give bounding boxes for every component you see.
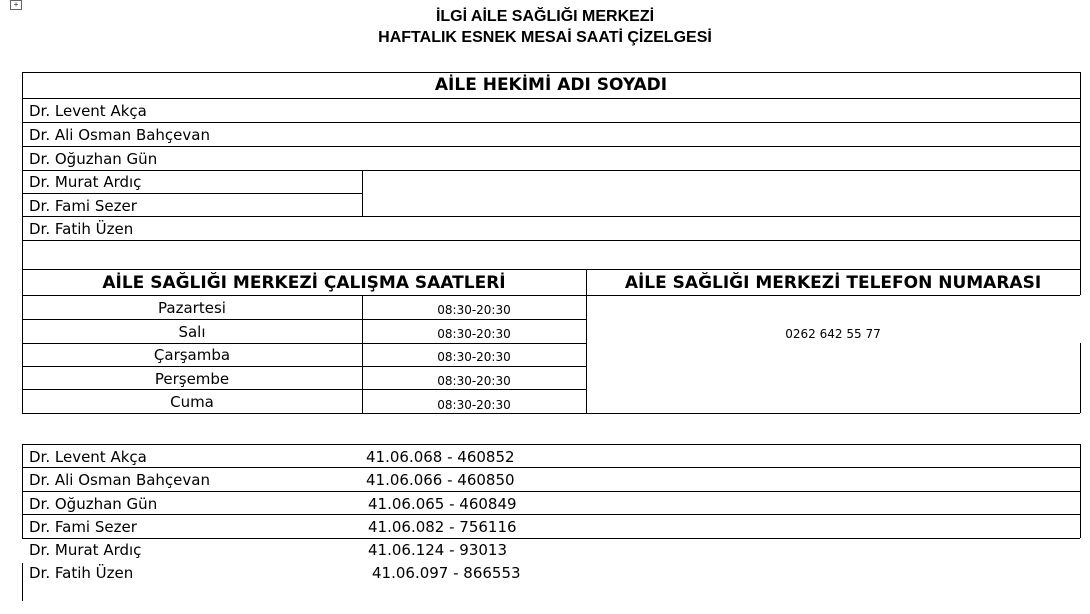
doctor-name-cell: Dr. Fatih Üzen <box>29 220 134 238</box>
weekday-cell: Çarşamba <box>153 346 231 364</box>
doctor-name-cell: Dr. Oğuzhan Gün <box>29 150 158 168</box>
hours-cell: 08:30-20:30 <box>437 327 511 341</box>
doctor-name-cell: Dr. Fami Sezer <box>29 518 137 536</box>
hours-cell: 08:30-20:30 <box>437 350 511 364</box>
doctor-name-cell: Dr. Levent Akça <box>29 448 147 466</box>
doctor-code-cell: 41.06.068 - 460852 <box>366 448 515 466</box>
weekday-cell: Salı <box>178 323 206 341</box>
doctor-name-cell: Dr. Murat Ardıç <box>29 541 142 559</box>
weekday-cell: Cuma <box>170 393 214 411</box>
hours-cell: 08:30-20:30 <box>437 374 511 388</box>
doctor-name-cell: Dr. Ali Osman Bahçevan <box>29 126 210 144</box>
hours-header: AİLE SAĞLIĞI MERKEZİ ÇALIŞMA SAATLERİ <box>102 273 506 293</box>
doctor-name-cell: Dr. Murat Ardıç <box>29 173 142 191</box>
table-move-handle-icon[interactable]: + <box>10 0 22 10</box>
doctor-code-cell: 41.06.124 - 93013 <box>368 541 508 559</box>
document-title: İLGİ AİLE SAĞLIĞI MERKEZİ <box>435 8 655 25</box>
phone-header: AİLE SAĞLIĞI MERKEZİ TELEFON NUMARASI <box>624 273 1042 293</box>
doctor-code-cell: 41.06.097 - 866553 <box>372 564 521 582</box>
doctor-name-cell: Dr. Fami Sezer <box>29 197 137 215</box>
doctor-code-cell: 41.06.082 - 756116 <box>368 518 517 536</box>
weekday-cell: Pazartesi <box>158 299 226 317</box>
doctor-code-cell: 41.06.066 - 460850 <box>366 471 515 489</box>
doctor-name-cell: Dr. Fatih Üzen <box>29 564 134 582</box>
document-subtitle: HAFTALIK ESNEK MESAİ SAATİ ÇİZELGESİ <box>378 29 712 46</box>
doctors-table-header: AİLE HEKİMİ ADI SOYADI <box>434 75 668 95</box>
doctor-code-cell: 41.06.065 - 460849 <box>368 495 517 513</box>
doctor-name-cell: Dr. Oğuzhan Gün <box>29 495 158 513</box>
doctor-name-cell: Dr. Ali Osman Bahçevan <box>29 471 210 489</box>
hours-cell: 08:30-20:30 <box>437 303 511 317</box>
phone-number: 0262 642 55 77 <box>785 327 881 341</box>
doctor-name-cell: Dr. Levent Akça <box>29 102 147 120</box>
weekday-cell: Perşembe <box>154 370 230 388</box>
hours-cell: 08:30-20:30 <box>437 398 511 412</box>
